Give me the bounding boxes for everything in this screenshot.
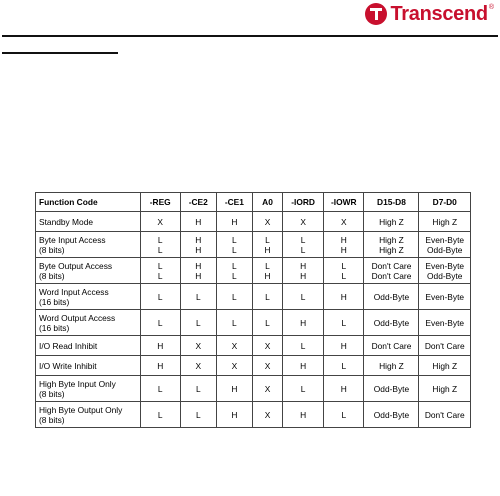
signal-cell [419,212,471,232]
signal-cell [283,310,324,336]
signal-cell [180,212,216,232]
signal-cell [140,356,180,376]
signal-cell [216,284,252,310]
signal-cell [324,232,364,258]
signal-cell [252,376,282,402]
signal-cell [216,376,252,402]
cell-line: H [195,270,202,281]
signal-cell [364,212,419,232]
signal-cell [140,336,180,356]
cell-line: H [195,260,202,271]
registered-mark: ® [488,4,494,11]
cell-line: L [300,340,306,351]
signal-cell [216,258,252,284]
cell-line: L [232,317,237,328]
signal-cell [140,376,180,402]
signal-cell [180,232,216,258]
cell-line: High Z [379,244,404,255]
signal-cell [419,356,471,376]
cell-line: High Z [432,383,458,394]
column-header: -REG [140,193,180,212]
signal-cell [252,212,282,232]
cell-line: Odd-Byte [427,270,463,281]
cell-line: Even-Byte [425,317,465,328]
cell-line: H [300,260,307,271]
signal-cell [283,212,324,232]
cell-line: L [195,383,201,394]
cell-line: High Z [432,216,458,227]
signal-cell [419,376,471,402]
cell-line: H [231,409,238,420]
signal-cell [419,336,471,356]
signal-cell [216,356,252,376]
signal-cell [364,356,419,376]
header-rule [2,35,498,37]
cell-line: L [157,291,163,302]
cell-line: H [340,234,347,245]
cell-line: Even-Byte [425,291,465,302]
cell-line: L [157,317,163,328]
cell-line: L [232,291,237,302]
cell-line: L [232,260,237,271]
cell-line: Word Input Access [39,286,109,297]
cell-line: L [341,270,347,281]
cell-line: Byte Input Access [39,234,106,245]
cell-line: X [231,360,238,371]
cell-line: L [300,244,306,255]
column-header: A0 [252,193,282,212]
signal-cell [252,310,282,336]
signal-cell [364,232,419,258]
signal-cell [419,402,471,428]
cell-line: (16 bits) [39,296,70,307]
cell-line: L [157,270,163,281]
signal-cell [180,310,216,336]
cell-line: H [300,360,307,371]
table-row [36,258,471,284]
signal-cell [252,284,282,310]
signal-cell [180,356,216,376]
table-row [36,356,471,376]
function-code-cell [36,376,141,402]
cell-line: Don't Care [424,409,465,420]
cell-line: High Z [379,234,404,245]
cell-line: H [300,317,307,328]
cell-line: L [265,291,270,302]
signal-cell [419,310,471,336]
cell-line: Don't Care [371,260,412,271]
cell-line: L [341,317,347,328]
cell-line: L [341,360,347,371]
cell-line: High Z [432,360,458,371]
cell-line: Don't Care [424,340,465,351]
function-code-cell [36,356,141,376]
table-row [36,212,471,232]
function-code-table [35,192,471,428]
table-row [36,232,471,258]
cell-line: H [195,216,202,227]
cell-line: X [264,409,271,420]
column-header: -IOWR [324,193,364,212]
cell-line: L [157,234,163,245]
signal-cell [283,336,324,356]
cell-line: (8 bits) [39,244,65,255]
signal-cell [283,258,324,284]
signal-cell [140,232,180,258]
cell-line: L [341,260,347,271]
table-row [36,402,471,428]
column-header: D15-D8 [364,193,419,212]
cell-line: Standby Mode [39,216,94,227]
signal-cell [324,284,364,310]
signal-cell [283,376,324,402]
signal-cell [252,258,282,284]
cell-line: L [232,234,237,245]
signal-cell [180,284,216,310]
cell-line: (8 bits) [39,388,65,399]
signal-cell [252,402,282,428]
table-header-row [36,193,471,212]
cell-line: H [300,409,307,420]
signal-cell [252,232,282,258]
column-header: -IORD [283,193,324,212]
cell-line: L [157,409,163,420]
signal-cell [180,402,216,428]
signal-cell [140,258,180,284]
signal-cell [283,232,324,258]
cell-line: X [264,340,271,351]
cell-line: L [300,234,306,245]
signal-cell [419,284,471,310]
cell-line: H [264,270,271,281]
signal-cell [283,284,324,310]
cell-line: X [195,360,202,371]
function-code-cell [36,402,141,428]
cell-line: H [231,216,238,227]
cell-line: H [300,270,307,281]
table-row [36,376,471,402]
cell-line: L [157,244,163,255]
cell-line: L [300,383,306,394]
function-code-cell [36,336,141,356]
signal-cell [419,258,471,284]
cell-line: I/O Read Inhibit [39,340,98,351]
table-row [36,310,471,336]
cell-line: H [157,340,164,351]
cell-line: (16 bits) [39,322,70,333]
cell-line: Odd-Byte [373,291,410,302]
cell-line: Even-Byte [425,234,465,245]
cell-line: L [265,317,270,328]
signal-cell [216,310,252,336]
cell-line: (8 bits) [39,270,65,281]
cell-line: H [195,234,202,245]
cell-line: (8 bits) [39,414,65,425]
cell-line: Don't Care [371,270,412,281]
cell-line: X [231,340,238,351]
cell-line: L [265,234,270,245]
brand-name: Transcend [390,2,488,25]
cell-line: L [195,409,201,420]
signal-cell [419,232,471,258]
cell-line: Don't Care [371,340,412,351]
cell-line: H [340,383,347,394]
signal-cell [216,212,252,232]
signal-cell [283,356,324,376]
signal-cell [364,402,419,428]
cell-line: X [195,340,202,351]
cell-line: X [264,216,271,227]
cell-line: X [341,216,347,227]
section-heading-underline [2,52,118,54]
signal-cell [364,376,419,402]
function-code-cell [36,284,141,310]
cell-line: H [157,360,164,371]
cell-line: Odd-Byte [427,244,463,255]
function-code-cell [36,232,141,258]
signal-cell [324,212,364,232]
cell-line: High Byte Output Only [39,404,123,415]
cell-line: H [340,291,347,302]
cell-line: H [195,244,202,255]
cell-line: High Z [379,360,404,371]
cell-line: High Byte Input Only [39,378,116,389]
signal-cell [324,258,364,284]
signal-cell [216,232,252,258]
cell-line: X [264,383,271,394]
cell-line: Odd-Byte [373,409,410,420]
column-header: D7-D0 [419,193,471,212]
column-header: -CE2 [180,193,216,212]
signal-cell [140,284,180,310]
signal-cell [324,376,364,402]
signal-cell [140,212,180,232]
transcend-logo [365,2,494,26]
cell-line: L [195,317,201,328]
signal-cell [364,336,419,356]
signal-cell [364,284,419,310]
signal-cell [364,310,419,336]
cell-line: Even-Byte [425,260,465,271]
column-header: Function Code [36,193,141,212]
signal-cell [324,356,364,376]
cell-line: Odd-Byte [373,383,410,394]
cell-line: Byte Output Access [39,260,113,271]
cell-line: L [265,260,270,271]
function-code-cell [36,212,141,232]
signal-cell [252,356,282,376]
signal-cell [180,336,216,356]
table-body [36,212,471,428]
table-row [36,336,471,356]
cell-line: Odd-Byte [373,317,410,328]
signal-cell [180,376,216,402]
signal-cell [283,402,324,428]
cell-line: H [340,340,347,351]
column-header: -CE1 [216,193,252,212]
signal-cell [324,310,364,336]
transcend-logo-icon [365,3,387,25]
signal-cell [364,258,419,284]
signal-cell [216,402,252,428]
signal-cell [252,336,282,356]
cell-line: X [157,216,164,227]
signal-cell [324,336,364,356]
cell-line: Word Output Access [39,312,116,323]
cell-line: X [300,216,306,227]
cell-line: H [264,244,271,255]
signal-cell [180,258,216,284]
signal-cell [216,336,252,356]
table-row [36,284,471,310]
signal-cell [140,402,180,428]
function-code-cell [36,258,141,284]
cell-line: High Z [379,216,404,227]
cell-line: L [300,291,306,302]
cell-line: L [341,409,347,420]
cell-line: L [232,244,237,255]
cell-line: X [264,360,271,371]
cell-line: L [157,260,163,271]
function-code-cell [36,310,141,336]
cell-line: H [231,383,238,394]
cell-line: L [157,383,163,394]
cell-line: I/O Write Inhibit [39,360,97,371]
signal-cell [324,402,364,428]
cell-line: L [232,270,237,281]
cell-line: L [195,291,201,302]
signal-cell [140,310,180,336]
cell-line: H [340,244,347,255]
